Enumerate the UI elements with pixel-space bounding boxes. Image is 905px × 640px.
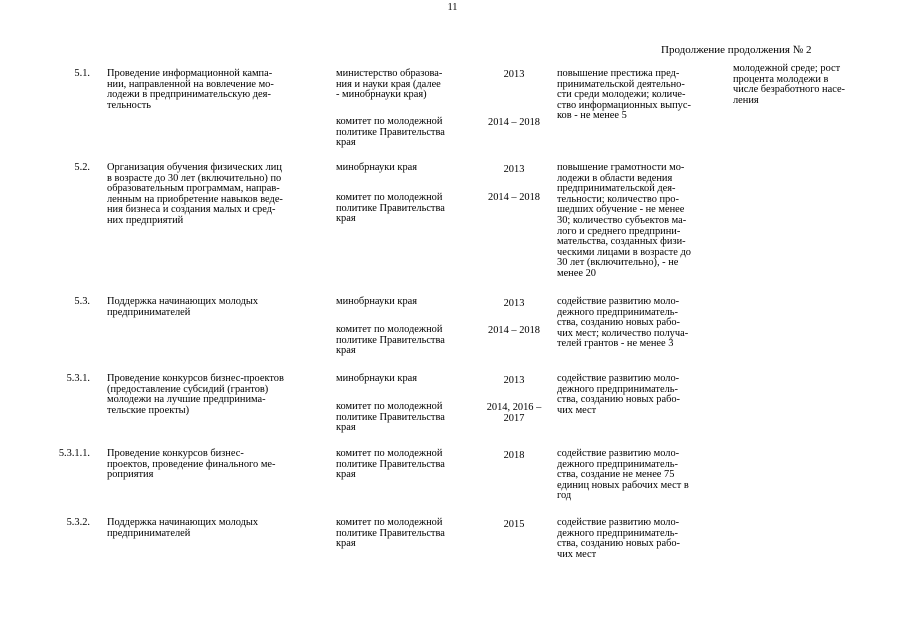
row-number: 5.1. [74, 68, 90, 79]
row-number: 5.3.2. [66, 517, 90, 528]
row-year: 2013 [503, 69, 525, 80]
row-result: содействие развитию моло- дежного предприниматель- ства, созданию новых рабо- чих мест [557, 517, 681, 560]
side-note: молодежной среде; рост процента молодежи в числе безработного насе- ления [733, 63, 846, 106]
row-result: содействие развитию моло- дежного предприниматель- ства, создание не менее 75 единиц новых рабочих мест в год [557, 448, 689, 502]
row-executor: комитет по молодежной политике Правительства края [336, 517, 445, 550]
row-number: 5.3.1. [66, 373, 90, 384]
row-executor: минобрнауки края [336, 373, 418, 384]
row-executor: минобрнауки края [336, 162, 418, 173]
row-year: 2014, 2016 – 2017 [486, 402, 542, 424]
row-year: 2018 [503, 450, 525, 461]
page-number: 11 [447, 2, 458, 13]
row-title: Проведение конкурсов бизнес-проектов (предоставление субсидий (грантов) молодежи на лучшие предпринима- тельские проекты) [107, 373, 284, 416]
row-year: 2013 [503, 298, 525, 309]
row-year: 2013 [503, 164, 525, 175]
row-year: 2014 – 2018 [488, 325, 540, 336]
row-executor: комитет по молодежной политике Правительства края [336, 116, 445, 149]
row-year: 2014 – 2018 [488, 117, 540, 128]
row-year: 2014 – 2018 [488, 192, 540, 203]
row-result: содействие развитию моло- дежного предприниматель- ства, созданию новых рабо- чих мест; количество получа- телей грантов - не менее 3 [557, 296, 689, 350]
row-executor: министерство образова- ния и науки края (далее - минобрнауки края) [336, 68, 443, 101]
row-title: Поддержка начинающих молодых предпринимателей [107, 517, 259, 539]
row-number: 5.2. [74, 162, 90, 173]
row-result: повышение престижа пред- принимательской деятельно- сти среди молодежи; количе- ство информационных выпус- ков - не менее 5 [557, 68, 691, 122]
row-executor: комитет по молодежной политике Правительства края [336, 324, 445, 357]
row-title: Организация обучения физических лиц в возрасте до 30 лет (включительно) по образовательным программам, направ- ленным на приобретение навыков веде- ния бизнеса и создания малых и сред- них предприятий [107, 162, 283, 227]
row-title: Поддержка начинающих молодых предпринимателей [107, 296, 259, 318]
row-year: 2013 [503, 375, 525, 386]
continuation-label: Продолжение продолжения № 2 [661, 44, 812, 56]
row-year: 2015 [503, 519, 525, 530]
row-executor: минобрнауки края [336, 296, 418, 307]
row-executor: комитет по молодежной политике Правительства края [336, 448, 445, 481]
row-executor: комитет по молодежной политике Правительства края [336, 192, 445, 225]
row-number: 5.3.1.1. [58, 448, 90, 459]
row-result: повышение грамотности мо- лодежи в области ведения предпринимательской дея- тельности; количество про- шедших обучение - не менее 30; количество субъектов ма- лого и среднего предприни- мательства, созданных физи- ческими лицами в возрасте до 30 лет (включительно), - не менее 20 [557, 162, 691, 280]
row-title: Проведение информационной кампа- нии, направленной на вовлечение мо- лодежи в предпринимательскую дея- тельность [107, 68, 274, 111]
row-number: 5.3. [74, 296, 90, 307]
row-result: содействие развитию моло- дежного предприниматель- ства, созданию новых рабо- чих мест [557, 373, 681, 416]
row-executor: комитет по молодежной политике Правительства края [336, 401, 445, 434]
row-title: Проведение конкурсов бизнес- проектов, проведение финального ме- роприятия [107, 448, 276, 481]
